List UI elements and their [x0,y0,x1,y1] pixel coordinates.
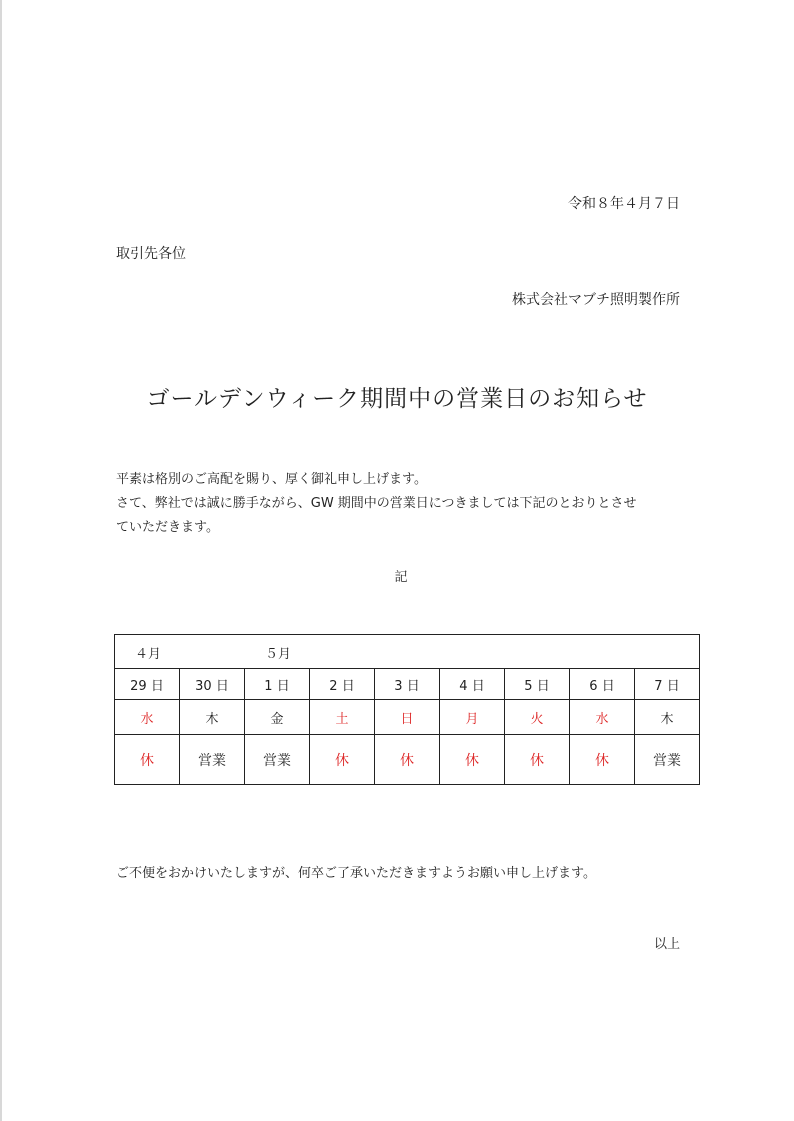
status-cell: 休 [375,735,440,785]
weekday-cell: 水 [115,700,180,735]
status-cell: 営業 [245,735,310,785]
body-line: ていただきます。 [116,520,219,535]
weekday-row [115,700,700,735]
weekday-cell: 月 [440,700,505,735]
day-cell: 29 日 [115,669,180,700]
day-cell: 1 日 [245,669,310,700]
status-cell: 営業 [180,735,245,785]
page-edge [0,0,2,1121]
month-row [115,635,700,669]
day-cell: 6 日 [570,669,635,700]
body-line: さて、弊社では誠に勝手ながら、GW 期間中の営業日につきましては下記のとおりとさせ [116,496,637,511]
schedule-table [114,634,700,785]
day-cell: 30 日 [180,669,245,700]
day-cell: 5 日 [505,669,570,700]
day-cell: 3 日 [375,669,440,700]
weekday-cell: 水 [570,700,635,735]
status-cell: 休 [310,735,375,785]
status-cell: 休 [115,735,180,785]
weekday-cell: 土 [310,700,375,735]
day-cell: 2 日 [310,669,375,700]
document-date: 令和８年４月７日 [568,196,680,212]
sender-company: 株式会社マブチ照明製作所 [512,292,680,308]
recipient: 取引先各位 [116,246,186,262]
weekday-cell: 日 [375,700,440,735]
weekday-cell: 火 [505,700,570,735]
status-cell: 休 [570,735,635,785]
status-row [115,735,700,785]
month-cell [115,635,700,669]
day-row [115,669,700,700]
status-cell: 休 [505,735,570,785]
status-cell: 休 [440,735,505,785]
page-title: ゴールデンウィーク期間中の営業日のお知らせ [146,386,648,412]
weekday-cell: 金 [245,700,310,735]
month-label-april: ４月 [135,647,162,662]
ki-mark: 記 [394,570,408,585]
end-mark: 以上 [653,937,680,952]
day-cell: 4 日 [440,669,505,700]
month-label-may: ５月 [265,647,292,662]
closing-text: ご不便をおかけいたしますが、何卒ご了承いただきますようお願い申し上げます。 [116,866,596,881]
weekday-cell: 木 [635,700,700,735]
body-line: 平素は格別のご高配を賜り、厚く御礼申し上げます。 [116,472,427,487]
day-cell: 7 日 [635,669,700,700]
status-cell: 営業 [635,735,700,785]
body-text [116,468,686,540]
weekday-cell: 木 [180,700,245,735]
